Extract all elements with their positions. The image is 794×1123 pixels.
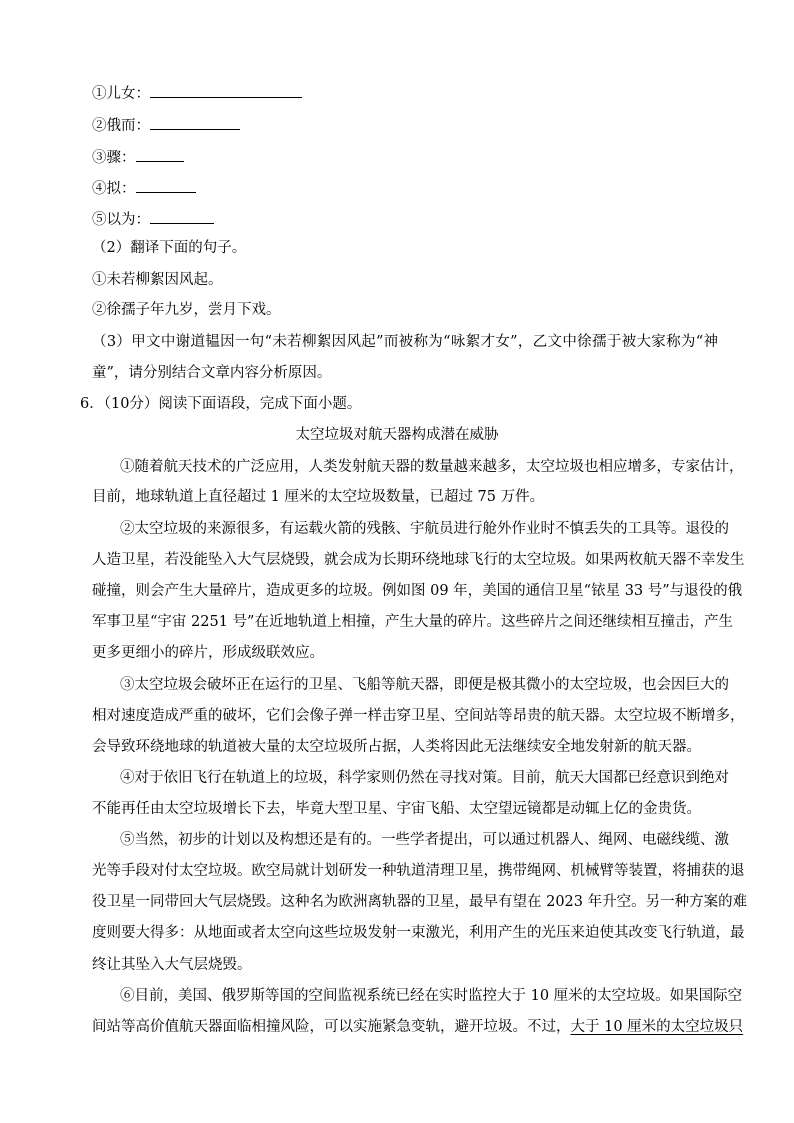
answer-blank-3[interactable] [136,146,184,162]
paragraph-5-line-2: 光等手段对付太空垃圾。欧空局就计划研发一种轨道清理卫星，携带绳网、机械臂等装置，将捕获的退 [92,863,745,879]
paragraph-4-line-1: ④对于依旧飞行在轨道上的垃圾，科学家则仍然在寻找对策。目前，航天大国都已经意识到绝对 [120,770,729,786]
paragraph-5-line-5: 终让其坠入大气层烧毁。 [92,957,252,973]
question-2-sentence-2: ②徐孺子年九岁，尝月下戏。 [92,302,281,318]
vocab-item-3 [92,146,184,166]
article-title: 太空垃圾对航天器构成潜在威胁 [295,427,499,443]
paragraph-4-line-2: 不能再任由太空垃圾增长下去，毕竟大型卫星、宇宙飞船、太空望远镜都是动辄上亿的金贵货。 [92,801,701,817]
vocab-item-4-label: ④拟： [92,181,136,197]
paragraph-2-line-1: ②太空垃圾的来源很多，有运载火箭的残骸、宇航员进行舱外作业时不慎丢失的工具等。退役的 [120,521,729,537]
paragraph-2-line-2: 人造卫星，若没能坠入大气层烧毁，就会成为长期环绕地球飞行的太空垃圾。如果两枚航天器不幸发生 [92,552,745,568]
paragraph-3-line-2: 相对速度造成严重的破坏，它们会像子弹一样击穿卫星、空间站等昂贵的航天器。太空垃圾不断增多， [92,708,745,724]
paragraph-6-line-2-text: 间站等高价值航天器面临相撞风险，可以实施紧急变轨，避开垃圾。不过， [92,1019,571,1035]
paragraph-2-line-5: 更多更细小的碎片，形成级联效应。 [92,645,324,661]
vocab-item-1 [92,82,302,102]
paragraph-3-line-3: 会导致环绕地球的轨道被大量的太空垃圾所占据，人类将因此无法继续安全地发射新的航天器。 [92,739,701,755]
paragraph-6-line-2 [92,1017,743,1037]
answer-blank-2[interactable] [150,114,240,130]
vocab-item-2-label: ②俄而： [92,118,150,134]
vocab-item-1-label: ①儿女： [92,86,150,102]
question-3-line-2: 童”，请分别结合文章内容分析原因。 [92,365,332,381]
paragraph-5-line-1: ⑤当然，初步的计划以及构想还是有的。一些学者提出，可以通过机器人、绳网、电磁线缆、激 [120,832,729,848]
paragraph-1-line-1: ①随着航天技术的广泛应用，人类发射航天器的数量越来越多，太空垃圾也相应增多，专家估计， [120,459,744,475]
vocab-item-4 [92,177,196,197]
answer-blank-4[interactable] [136,177,196,193]
paragraph-5-line-4: 度则要大得多：从地面或者太空向这些垃圾发射一束激光，利用产生的光压来迫使其改变飞行轨道，最 [92,925,745,941]
question-2-sentence-1: ①未若柳絮因风起。 [92,272,223,288]
paragraph-2-line-4: 军事卫星“宇宙 2251 号”在近地轨道上相撞，产生大量的碎片。这些碎片之间还继续相互撞击，产生 [92,614,733,630]
paragraph-5-line-3: 役卫星一同带回大气层烧毁。这种名为欧洲离轨器的卫星，最早有望在 2023 年升空。另一种方案的难 [92,894,748,910]
question-2-label: （2）翻译下面的句子。 [92,240,247,256]
answer-blank-5[interactable] [150,208,214,224]
vocab-item-3-label: ③骤： [92,150,136,166]
paragraph-3-line-1: ③太空垃圾会破坏正在运行的卫星、飞船等航天器，即便是极其微小的太空垃圾，也会因巨大的 [120,677,729,693]
vocab-item-5 [92,208,214,228]
answer-blank-1[interactable] [150,82,302,98]
question-3-line-1: （3）甲文中谢道韫因一句“未若柳絮因风起”而被称为“咏絮才女”，乙文中徐孺于被大家称为“神 [92,334,718,350]
paragraph-6-line-1: ⑥目前，美国、俄罗斯等国的空间监视系统已经在实时监控大于 10 厘米的太空垃圾。如果国际空 [120,988,743,1004]
paragraph-1-line-2: 目前，地球轨道上直径超过 1 厘米的太空垃圾数量，已超过 75 万件。 [92,489,545,505]
vocab-item-5-label: ⑤以为： [92,212,150,228]
underlined-sentence: 大于 10 厘米的太空垃圾只 [570,1019,744,1035]
vocab-item-2 [92,114,240,134]
question-6-header: 6．（10分）阅读下面语段，完成下面小题。 [80,396,362,412]
paragraph-2-line-3: 碰撞，则会产生大量碎片，造成更多的垃圾。例如图 09 年，美国的通信卫星“铱星 33 号”与退役的俄 [92,583,743,599]
